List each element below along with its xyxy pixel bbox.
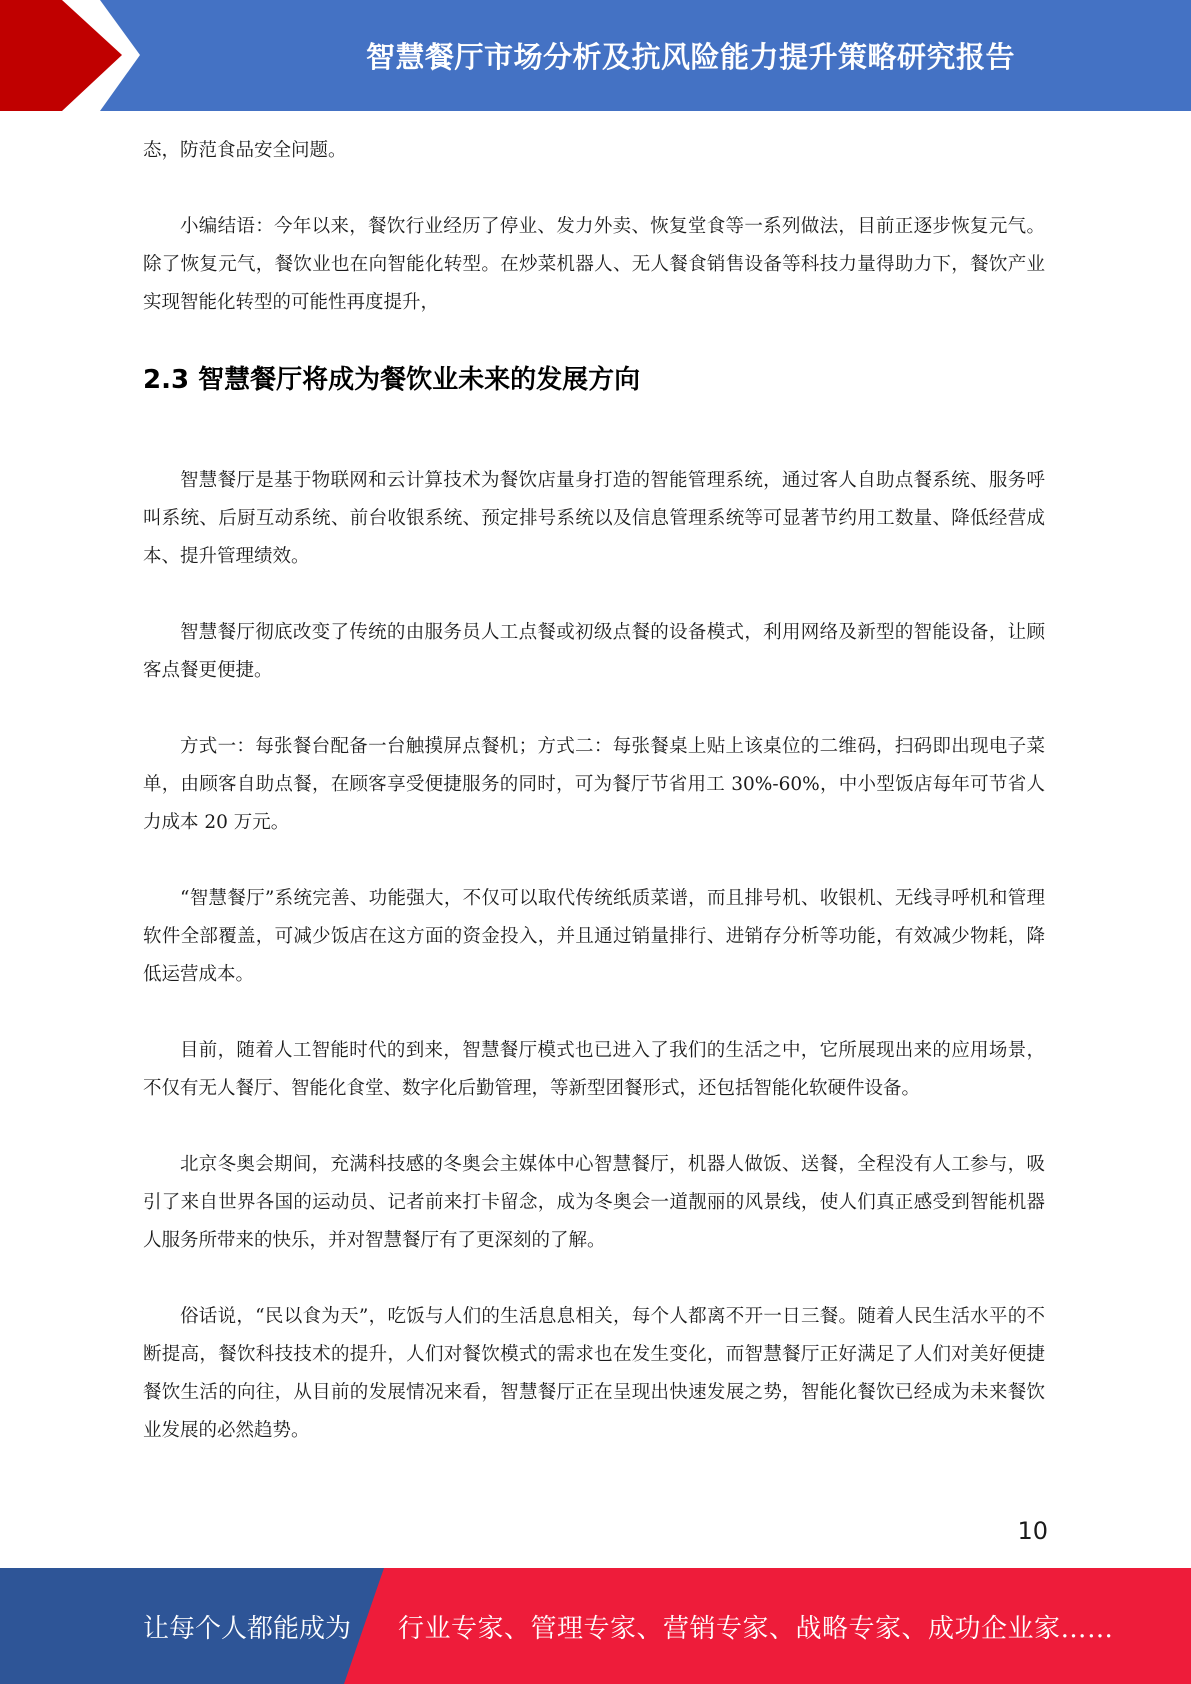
page-header xyxy=(0,0,1191,111)
header-arrow-decoration xyxy=(0,0,160,111)
body-paragraph: 目前，随着人工智能时代的到来，智慧餐厅模式也已进入了我们的生活之中，它所展现出来的应用场景，不仅有无人餐厅、智能化食堂、数字化后勤管理，等新型团餐形式，还包括智能化软硬件设备。 xyxy=(143,1040,1045,1099)
footer-slogan-left: 让每个人都能成为 xyxy=(143,1613,352,1644)
body-paragraph: 智慧餐厅彻底改变了传统的由服务员人工点餐或初级点餐的设备模式，利用网络及新型的智能设备，让顾客点餐更便捷。 xyxy=(143,622,1045,681)
summary-paragraph: 小编结语：今年以来，餐饮行业经历了停业、发力外卖、恢复堂食等一系列做法，目前正逐步恢复元气。除了恢复元气，餐饮业也在向智能化转型。在炒菜机器人、无人餐食销售设备等科技力量得助力下，餐饮产业实现智能化转型的可能性再度提升， xyxy=(143,216,1045,313)
page-footer xyxy=(0,1568,1191,1684)
body-paragraph: 俗话说，“民以食为天”，吃饭与人们的生活息息相关，每个人都离不开一日三餐。随着人民生活水平的不断提高，餐饮科技技术的提升，人们对餐饮模式的需求也在发生变化，而智慧餐厅正好满足了人们对美好便捷餐饮生活的向往，从目前的发展情况来看，智慧餐厅正在呈现出快速发展之势，智能化餐饮已经成为未来餐饮业发展的必然趋势。 xyxy=(143,1306,1045,1441)
body-paragraph: “智慧餐厅”系统完善、功能强大，不仅可以取代传统纸质菜谱，而且排号机、收银机、无线寻呼机和管理软件全部覆盖，可减少饭店在这方面的资金投入，并且通过销量排行、进销存分析等功能，有效减少物耗，降低运营成本。 xyxy=(143,888,1045,985)
section-heading: 2.3 智慧餐厅将成为餐饮业未来的发展方向 xyxy=(143,365,641,395)
document-body xyxy=(143,132,1045,1488)
page-number: 10 xyxy=(1017,1517,1048,1545)
continuation-paragraph: 态，防范食品安全问题。 xyxy=(143,140,347,161)
body-paragraph: 北京冬奥会期间，充满科技感的冬奥会主媒体中心智慧餐厅，机器人做饭、送餐，全程没有人工参与，吸引了来自世界各国的运动员、记者前来打卡留念，成为冬奥会一道靓丽的风景线，使人们真正感受到智能机器人服务所带来的快乐，并对智慧餐厅有了更深刻的了解。 xyxy=(143,1154,1045,1251)
report-title: 智慧餐厅市场分析及抗风险能力提升策略研究报告 xyxy=(365,40,1015,74)
body-paragraph: 方式一：每张餐台配备一台触摸屏点餐机；方式二：每张餐桌上贴上该桌位的二维码，扫码即出现电子菜单，由顾客自助点餐，在顾客享受便捷服务的同时，可为餐厅节省用工 30%-60%，中小型饭店每年可节省人力成本 20 万元。 xyxy=(143,736,1045,833)
footer-slogan-right: 行业专家、管理专家、营销专家、战略专家、成功企业家…… xyxy=(398,1613,1114,1644)
body-paragraph: 智慧餐厅是基于物联网和云计算技术为餐饮店量身打造的智能管理系统，通过客人自助点餐系统、服务呼叫系统、后厨互动系统、前台收银系统、预定排号系统以及信息管理系统等可显著节约用工数量、降低经营成本、提升管理绩效。 xyxy=(143,470,1045,567)
